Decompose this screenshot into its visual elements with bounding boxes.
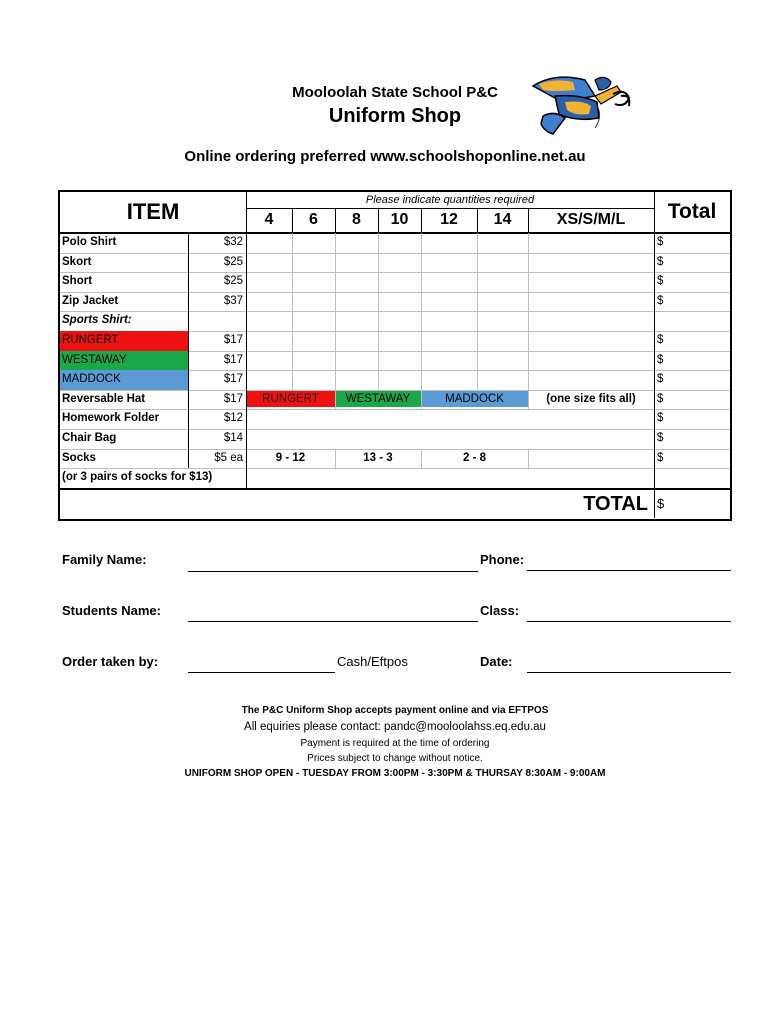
- item-name: Reversable Hat: [62, 392, 146, 405]
- footer-prices-note: Prices subject to change without notice.: [307, 753, 483, 764]
- item-price: $17: [223, 373, 243, 386]
- item-price: $14: [223, 432, 243, 444]
- footer-opening-hours: UNIFORM SHOP OPEN - TUESDAY FROM 3:00PM - 3:30PM & THURSAY 8:30AM - 9:00AM: [184, 768, 606, 779]
- divider: [335, 208, 336, 232]
- quantity-cell[interactable]: [292, 272, 335, 292]
- sock-size[interactable]: 13 - 3: [363, 451, 393, 464]
- quantity-cell[interactable]: [335, 233, 378, 253]
- size-header: XS/S/M/L: [556, 211, 626, 228]
- family-name-label: Family Name:: [62, 552, 147, 567]
- divider: [654, 192, 655, 488]
- item-price: $17: [223, 334, 243, 346]
- size-header: 10: [390, 211, 409, 228]
- class-field[interactable]: [527, 621, 731, 622]
- item-price: $25: [223, 275, 243, 288]
- divider: [477, 233, 478, 390]
- quantity-cell[interactable]: [421, 370, 477, 390]
- quantity-cell[interactable]: [421, 351, 477, 371]
- hat-option[interactable]: RUNGERT: [246, 391, 335, 408]
- shop-title: Uniform Shop: [328, 105, 462, 127]
- item-name: Skort: [62, 255, 92, 268]
- quantity-cell[interactable]: [378, 233, 421, 253]
- quantity-cell[interactable]: [246, 351, 292, 371]
- quantity-cell[interactable]: [246, 253, 292, 273]
- item-total-field[interactable]: $: [657, 236, 664, 248]
- quantity-cell[interactable]: [378, 351, 421, 371]
- quantity-cell[interactable]: [292, 292, 335, 312]
- quantity-cell[interactable]: [378, 331, 421, 351]
- item-name: Polo Shirt: [62, 236, 117, 248]
- divider: [335, 233, 336, 390]
- phone-label: Phone:: [480, 552, 525, 567]
- hat-option[interactable]: WESTAWAY: [335, 391, 421, 408]
- grand-total-field[interactable]: $: [657, 495, 665, 511]
- students-name-field[interactable]: [188, 621, 478, 622]
- item-total-field[interactable]: $: [657, 334, 664, 346]
- divider: [378, 208, 379, 232]
- footer-payment-required: Payment is required at the time of ordering: [300, 738, 490, 749]
- cash-eftpos-option: Cash/Eftpos: [337, 654, 408, 669]
- hat-option[interactable]: (one size fits all): [546, 392, 636, 405]
- size-header: 12: [440, 211, 458, 228]
- item-price: $5 ea: [214, 451, 243, 464]
- divider: [188, 233, 189, 468]
- quantity-cell[interactable]: [246, 331, 292, 351]
- class-label: Class:: [480, 603, 520, 618]
- quantity-cell[interactable]: [292, 351, 335, 371]
- quantity-cell[interactable]: [421, 272, 477, 292]
- sock-size[interactable]: 2 - 8: [462, 451, 486, 464]
- item-price: $37: [223, 294, 243, 307]
- quantity-cell[interactable]: [378, 292, 421, 312]
- size-header: 14: [493, 211, 512, 228]
- quantity-cell[interactable]: [335, 331, 378, 351]
- item-name: Short: [62, 275, 93, 288]
- quantity-cell[interactable]: [528, 370, 654, 390]
- divider: [378, 233, 379, 390]
- quantity-cell[interactable]: [421, 292, 477, 312]
- divider: [421, 208, 422, 232]
- quantity-cell[interactable]: [477, 253, 528, 273]
- quantity-cell[interactable]: [528, 272, 654, 292]
- quantity-cell[interactable]: [246, 233, 292, 253]
- school-name: Mooloolah State School P&C: [292, 84, 498, 101]
- quantity-cell[interactable]: [421, 233, 477, 253]
- quantity-cell[interactable]: [421, 331, 477, 351]
- divider: [335, 390, 336, 410]
- item-price: $12: [223, 412, 243, 425]
- item-name: RUNGERT: [60, 331, 188, 351]
- quantity-cell[interactable]: [335, 351, 378, 371]
- quantity-cell[interactable]: [335, 253, 378, 273]
- item-name: Chair Bag: [62, 432, 117, 444]
- size-header: 8: [352, 211, 361, 228]
- item-name: Socks: [62, 451, 96, 464]
- divider: [421, 390, 422, 410]
- item-name: WESTAWAY: [60, 351, 188, 371]
- item-total-field[interactable]: $: [657, 392, 664, 405]
- family-name-field[interactable]: [188, 571, 478, 572]
- quantity-cell[interactable]: [528, 253, 654, 273]
- item-price: $17: [223, 392, 243, 405]
- quantity-cell[interactable]: [292, 370, 335, 390]
- footer-payment: The P&C Uniform Shop accepts payment online and via EFTPOS: [241, 705, 549, 716]
- divider: [292, 208, 293, 232]
- divider: [421, 449, 422, 469]
- date-field[interactable]: [527, 672, 731, 673]
- item-price: $17: [223, 353, 243, 366]
- divider: [335, 449, 336, 469]
- footer-contact: All equiries please contact: pandc@mooloolahss.eq.edu.au: [244, 721, 546, 733]
- item-total-field[interactable]: $: [657, 294, 664, 307]
- date-label: Date:: [480, 654, 513, 669]
- divider: [246, 192, 247, 488]
- quantity-note: Please indicate quantities required: [365, 194, 535, 206]
- size-header: 6: [309, 211, 318, 228]
- item-name: Homework Folder: [62, 412, 160, 425]
- divider: [292, 233, 293, 390]
- item-total-field[interactable]: $: [657, 451, 664, 464]
- quantity-cell[interactable]: [246, 272, 292, 292]
- quantity-cell[interactable]: [378, 253, 421, 273]
- divider: [421, 233, 422, 390]
- item-total-field[interactable]: $: [657, 255, 664, 268]
- quantity-cell[interactable]: [378, 272, 421, 292]
- sock-size[interactable]: 9 - 12: [275, 451, 306, 464]
- item-header: ITEM: [126, 199, 180, 224]
- size-header: 4: [264, 211, 274, 228]
- quantity-cell[interactable]: [335, 370, 378, 390]
- item-price: $25: [223, 255, 243, 268]
- total-header: Total: [667, 200, 717, 223]
- hat-option[interactable]: MADDOCK: [421, 391, 528, 408]
- quantity-cell[interactable]: [292, 253, 335, 273]
- quantity-cell[interactable]: [378, 370, 421, 390]
- divider: [477, 208, 478, 232]
- quantity-cell[interactable]: [246, 292, 292, 312]
- item-name: MADDOCK: [60, 370, 188, 390]
- item-price: $32: [223, 236, 243, 248]
- quantity-cell[interactable]: [292, 331, 335, 351]
- divider: [528, 233, 529, 390]
- quantity-cell[interactable]: [421, 253, 477, 273]
- quantity-cell[interactable]: [477, 331, 528, 351]
- order-taken-by-label: Order taken by:: [62, 654, 159, 669]
- quantity-cell[interactable]: [477, 272, 528, 292]
- item-total-field[interactable]: $: [657, 432, 664, 444]
- quantity-cell[interactable]: [335, 292, 378, 312]
- divider: [528, 208, 529, 232]
- divider: [246, 208, 654, 209]
- item-name: Zip Jacket: [62, 294, 119, 307]
- item-total-field[interactable]: $: [657, 275, 664, 288]
- quantity-cell[interactable]: [528, 233, 654, 253]
- grand-total-label: TOTAL: [583, 492, 648, 515]
- item-name: Sports Shirt:: [62, 314, 132, 327]
- item-total-field[interactable]: $: [657, 412, 664, 425]
- item-total-field[interactable]: $: [657, 353, 664, 366]
- quantity-cell[interactable]: [246, 370, 292, 390]
- quantity-cell[interactable]: [528, 351, 654, 371]
- quantity-cell[interactable]: [477, 351, 528, 371]
- quantity-cell[interactable]: [292, 233, 335, 253]
- quantity-cell[interactable]: [477, 292, 528, 312]
- item-total-field[interactable]: $: [657, 373, 664, 386]
- quantity-cell[interactable]: [528, 292, 654, 312]
- order-table: [58, 190, 732, 521]
- online-ordering-note: Online ordering preferred www.schoolshoponline.net.au: [184, 148, 586, 165]
- divider: [528, 390, 529, 410]
- item-name: (or 3 pairs of socks for $13): [62, 471, 213, 484]
- students-name-label: Students Name:: [62, 603, 161, 618]
- phone-field[interactable]: [527, 570, 731, 571]
- quantity-cell[interactable]: [477, 370, 528, 390]
- order-taken-by-field[interactable]: [188, 672, 335, 673]
- kingfisher-logo-icon: [525, 66, 635, 138]
- quantity-cell[interactable]: [477, 233, 528, 253]
- quantity-cell[interactable]: [528, 331, 654, 351]
- divider: [528, 449, 529, 469]
- quantity-cell[interactable]: [335, 272, 378, 292]
